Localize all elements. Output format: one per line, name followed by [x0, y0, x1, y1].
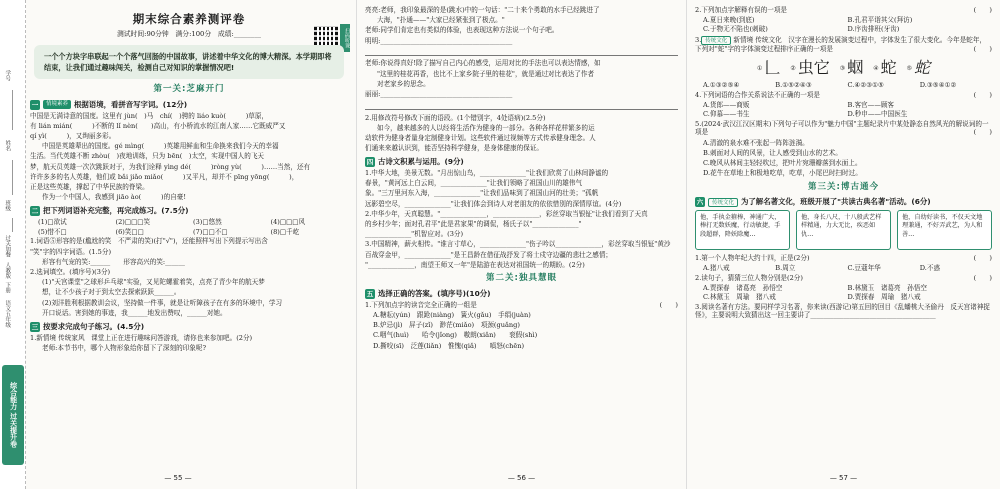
option[interactable]: A.夏日来晚(到底) [703, 16, 755, 25]
question-number: 五 [366, 289, 374, 298]
question-text: 古诗文积累与运用。(9分) [378, 157, 464, 167]
option[interactable]: C.④②③①⑤ [847, 81, 884, 90]
question-number: 四 [366, 157, 374, 166]
glyph: 𧉫 [847, 58, 864, 78]
brand-badge: 综合能力 过关提升卷 [2, 365, 24, 465]
question-heading [695, 197, 992, 207]
text-line: 生活。当代英雄不断 zhòu( )夜地训练，只为 bēn( )太空，实现中国人的飞天 [30, 152, 265, 161]
option-list [703, 16, 992, 33]
text-line[interactable]: 形容有气宠的笑:______ 形容高兴的笑:______ [42, 257, 185, 266]
answer-paren[interactable]: ( ) [973, 91, 992, 100]
strip-label: 下册 [4, 282, 11, 293]
strip-label: 学号 [4, 70, 11, 81]
word-blank[interactable]: (2)□□□笑 [115, 218, 151, 226]
word-blank[interactable]: (6)笑□□ [115, 227, 144, 236]
page-55 [0, 0, 356, 489]
question-text: 选择正确的答案。(填序号)(10分) [378, 288, 491, 298]
option[interactable]: B.①⑤②④③ [775, 81, 812, 90]
option[interactable]: C.咽气(huì) 哈令(jǐong) 嗷朗(xiǎn) 衮假(shì) [373, 331, 538, 340]
question-number: 三 [31, 322, 39, 331]
question-heading [30, 206, 348, 216]
answer-paren[interactable]: ( ) [973, 44, 992, 53]
page-number: — 57 — [829, 473, 858, 482]
text-line[interactable]: 想，让不少孩子对于到太空去探索跃跃______。 [42, 288, 181, 297]
text-line: 动软件为健身者量身定制健身计划。这些软件通过视频等方式传承健身理念。人 [365, 134, 596, 143]
text-line[interactable]: 1.中华大地，美景无数。"月出惊山鸟，______________"让我们欣赏了山林间静谧的 [365, 168, 609, 177]
option[interactable]: A.清澈的泉水难不张起一阵阵涟漪。 [703, 138, 809, 147]
character-card: 他，身长八尺，十八般武艺样样精通，力大无比，疾恶如仇… [796, 210, 891, 250]
test-meta: 测试时间:90分钟 满分:100分 成绩:________ [116, 30, 262, 39]
text-line: 许许多多的名人英雄，他们或 bǎi jiǎo miǎo( )又平凡，却并不 pīng yōng( )， [30, 172, 299, 181]
glyph: 蛇 [914, 58, 931, 78]
text-line: (2)刘洋胜利根据教训会议，坚持做一件事，就是让听障孩子在有多的环境中，学习 [42, 298, 283, 307]
strip-label: 人教版 [4, 262, 11, 279]
character-card: 他，手执金箍棒，神通广大，棒打无数妖魔，行动敏捷，手段超群，降妖除魔… [695, 210, 790, 250]
text-line: 作为一个中国人，我感到 jiāo ào( )的自豪! [42, 193, 187, 202]
text-line: 中国是无满诗意的国度。这里有 jùn( )马 chí( )骋的 liáo kuò( )草原， [30, 111, 269, 120]
option[interactable]: C.仰慕——书生 [703, 110, 750, 119]
text-line[interactable]: "______________，南望王师又一年"是陆游在表达对祖国统一的期盼。(2分) [365, 260, 585, 269]
question-tag: 情境素养 [43, 100, 71, 109]
option-list [703, 139, 992, 178]
option[interactable]: B.刺面对人间的风景，让人感受到山水的艺术。 [703, 148, 842, 157]
text-line[interactable]: 2.中华少年，天真聪慧。"______________，______________，彩丝穿取当银钲"让我们看到了天真 [365, 209, 648, 218]
question-heading [365, 289, 678, 299]
option-list [703, 284, 992, 301]
question-tag: 传统文化 [708, 198, 738, 207]
section-title: 第二关:独具慧眼 [486, 273, 557, 284]
answer-blank[interactable] [365, 47, 678, 56]
word-blank[interactable]: (8)□千屹 [270, 227, 300, 236]
strip-label: 过关加餐 [4, 235, 11, 257]
option[interactable]: A.糖耘(yún) 跟跄(niàng) 簧火(gǎu) 手绢(juàn) [373, 310, 531, 319]
text-line: 4.下列词语的合作关系说法不正确的一项是 ( ) [695, 91, 992, 100]
option[interactable]: D.撕咬(sī) 泛莲(liǎn) 惟愧(qiǎ) 嗔怒(chēn) [373, 341, 525, 350]
text-line[interactable]: 象。"三万里河东入海，______________"让我们品味到了祖国山河的壮美；"孤帆 [365, 189, 599, 198]
option[interactable]: D.③⑤④①② [919, 81, 957, 90]
option[interactable]: C.晚风从林间主轻轻吹过，把叶片宛珊瓣落到水面上。 [703, 159, 862, 168]
page-title: 期末综合素养测评卷 [132, 12, 246, 26]
word-row [38, 218, 348, 227]
section-title: 第一关:芝麻开门 [153, 84, 225, 95]
word-blank[interactable]: (7)□□不□ [193, 227, 228, 236]
glyph: 虫它 [797, 58, 830, 78]
word-blank[interactable]: (3)□悠然 [193, 218, 222, 226]
text-line: 亮亮:老师，我印象最深的是(跳水)中的一句话："二十来个勇敢的水手已经跳进了 [365, 6, 600, 14]
text-line[interactable]: 开口说话。害到她的事迹，我______地发出赞叹，______对她。 [42, 308, 227, 317]
text-line: 3. 传统文化 新情境 传统文化 汉字在漫长的发展演变过程中，字体发生了很大变化。今年是蛇年，下列对"蛇"字的字体演变过程排序正确的一项是 ( ) [695, 35, 992, 53]
question-heading [30, 322, 348, 332]
option[interactable]: A.贾探春 诸葛亮 孙悟空 [703, 284, 783, 293]
text-line: 5.(2024·武汉江汉区期末)下列句子可以作为"魅力中国"主题纪录片中某处静态自然风光的解说词的一项是 ( ) [695, 119, 992, 137]
text-line: 1.新情境 传统家风 课堂上正在进行趣味问答游戏，请你也来参加吧。(2分) [30, 333, 253, 342]
option[interactable]: D.贾探春 周瑜 猪八戒 [847, 292, 921, 301]
text-line: (1)"天宫课堂"之球形乒乓球"实验，又见陀螺霍着笑，点亮了青少年的航天梦 [42, 278, 265, 287]
word-blank[interactable]: (4)□□□风 [270, 218, 306, 226]
character-cards [695, 210, 992, 250]
option[interactable]: B.周立 [775, 264, 796, 273]
text-line: 们通来来越认识到，能否坚持科学健身，是身体健康的保证。 [365, 144, 544, 153]
text-line: 如今，越来越多的人以经将生活作为健身的一部分。各种各样花样繁多的运 [377, 123, 595, 132]
text-line: 1.第一个人物年纪大约十四，正是(2分) ( ) [695, 254, 992, 263]
binding-strip [0, 0, 26, 489]
word-row [38, 228, 348, 237]
text-line: 梦，航天员英雄一次次跳跃对于，为我们诠释 yìng dé( )ròng yù( )……当然，还有 [30, 162, 311, 171]
question-heading [365, 157, 678, 167]
option-list [703, 101, 992, 118]
intro-banner: 一个个方块字串联起一个个落气回肠的中国故事，讲述着中华文化的博大精深。本学期即将结束，让我们通过趣味闯关，检测自己对知识的掌握情况吧! [34, 45, 344, 79]
option[interactable]: A.猪八戒 [703, 264, 730, 273]
text-line: 大海，"扑通——"大家已经紧张到了极点。" [377, 16, 505, 25]
text-line: "笑"字的四字词语。(1.5分) [30, 247, 112, 256]
option[interactable]: C.豆蔻年华 [847, 264, 881, 273]
text-line[interactable]: 3.中国精神，薪火相传。"谁言寸草心，______________"伤子吟以______________，彩丝穿取当银钲"黄沙 [365, 240, 671, 249]
character-card: 他，自幼好读书，不仅天文地理兼通，不好弄武艺，为人和善… [897, 210, 992, 250]
option[interactable]: B.孔君平诣其父(拜访) [847, 16, 913, 25]
text-line[interactable]: 春景，"黄河远上白云间，______________"让我们领略了祖国山川的雄伟气 [365, 179, 583, 188]
glyph: 𠃊 [764, 58, 781, 78]
answer-blank[interactable] [365, 101, 678, 110]
answer-line[interactable]: 明明:________________________________________ [365, 36, 513, 45]
strip-label: 语文五年级 [4, 300, 11, 328]
text-line: "这里的桂花再香，也比不上家乡院子里的桂花"，就是通过对比表达了作者 [377, 69, 595, 78]
text-line[interactable]: 百战穿金甲，______________"是王昌龄在借征战抒发了将士戍守边疆的悲壮之感情； [365, 250, 613, 259]
text-line: 正是这些英雄，撑起了中华民族的脊梁。 [30, 183, 149, 192]
option[interactable]: C.林黛玉 周瑜 猪八戒 [703, 292, 776, 301]
answer-paren[interactable]: ( ) [973, 254, 992, 263]
question-text: 把下列词语补充完整，再完成练习。(7.5分) [43, 206, 189, 216]
question-tag: 传统文化 [701, 36, 731, 45]
text-line: 有 lián mián( )不断的 lǐ nèn( )高山，有小桥流水的江南人家……它既威严又 [30, 121, 286, 130]
text-line[interactable]: 的乡村少年；面对孔君平"此是君家果"的调侃，杨氏子以"______________" [365, 219, 582, 228]
option[interactable]: B.炉忌(jì) 屏子(zǐ) 渺茫(miǎo) 项颈(guǎng) [373, 321, 520, 330]
option[interactable]: D.序齿排班(牙齿) [847, 24, 900, 33]
text-line: 2.选词填空。(填序号)(3分) [30, 268, 111, 277]
option[interactable]: A.①③②⑤④ [703, 81, 740, 90]
text-line: 老师:同学们肯定也有类似的体验，也表现这种方法说一个句子吧。 [365, 26, 559, 35]
option-list [703, 81, 992, 90]
word-blank[interactable]: (1)□欲试 [38, 218, 67, 226]
answer-paren[interactable]: ( ) [973, 274, 992, 283]
strip-label: 班级 [4, 200, 11, 211]
option-list [373, 311, 678, 350]
text-line[interactable]: 远影碧空尽，______________"让我们体会到诗人对老朋友的依依惜别的深情厚谊。(4分) [365, 199, 622, 208]
page-56 [356, 0, 686, 489]
question-text: 为了解名著文化，班级开展了"共读古典名著"活动。(6分) [741, 197, 931, 207]
word-blank[interactable]: (5)惜不□ [38, 227, 67, 236]
page-number: — 55 — [164, 473, 192, 482]
page-number: — 56 — [507, 473, 536, 482]
section-title: 第三关:博古通今 [808, 181, 879, 192]
text-line[interactable]: 3.阅读名著有方法。要同样学习名著，你来读(西游记)第五回的回目《乱蟠桃大圣偷丹 反天宫诸神捉怪》，主要说明大致猜出这一回主要讲了______________________________________ [695, 302, 990, 320]
option[interactable]: B.林黛玉 诸葛亮 孙悟空 [847, 284, 927, 293]
question-number: 六 [696, 198, 704, 207]
text-line: 老师:你说得真好!除了描写自己内心的感受，运用对比的手法也可以表达情感，如 [365, 59, 601, 68]
option[interactable]: D.秒申——中国医生 [847, 110, 908, 119]
question-heading [30, 100, 348, 110]
text-line: 中国是英雄辈出的国度。gé mìng( )英雄用鲜血和生命换来我们今天的幸福 [42, 142, 279, 151]
text-line: 1.词语⑤形容的是(尴尬的笑 不严肃的笑)(打"√")，还能照样写出下列提示写出含 [30, 237, 268, 246]
option[interactable]: C.于物无不陷也(刺破) [703, 24, 768, 33]
text-line: qí yì( )，又绚丽多彩。 [30, 132, 116, 141]
qr-tag: 扫码听课 [340, 24, 350, 52]
text-line: 老师:本节书中，哪个人物形象给你留下了深刻的印象呢? [42, 343, 207, 352]
answer-paren[interactable]: ( ) [973, 128, 992, 137]
option[interactable]: D.不惑 [919, 264, 941, 273]
text-line: 1.下列加点字的读音完全正确的一组是 ( ) [365, 300, 678, 309]
answer-line[interactable]: 丽丽:________________________________________ [365, 89, 513, 98]
strip-label: 姓名 [4, 140, 11, 151]
question-number: 一 [31, 100, 39, 109]
option-list [703, 264, 992, 273]
text-line: 2.下列加点字解释有误的一项是 ( ) [695, 6, 992, 14]
option[interactable]: D.花牛在草地上和极地吃草，吃草，小尾巴时扫时过。 [703, 169, 862, 178]
text-line: 对老家乡的思念。 [377, 79, 430, 88]
question-text: 按要求完成句子练习。(4.5分) [43, 321, 145, 331]
text-line[interactable]: ______________"机智应对。(3分) [365, 230, 464, 239]
question-number: 二 [31, 207, 39, 215]
option[interactable]: A.货郎——商贩 [703, 101, 750, 110]
answer-paren[interactable]: ( ) [659, 300, 678, 309]
question-text: 根据语境，看拼音写字词。(12分) [74, 99, 188, 109]
glyph: 蛇 [880, 58, 897, 78]
page-57 [686, 0, 1000, 489]
text-line: 2.用修改符号修改下面的语段。(1个错别字，4处语病)(2.5分) [365, 113, 546, 122]
answer-paren[interactable]: ( ) [973, 6, 992, 14]
glyph-evolution: ① 𠃊 ② 虫它 ③ 𧉫 ④ 蛇 ⑤ 蛇 [756, 58, 931, 78]
option[interactable]: B.客官——顾客 [847, 101, 895, 110]
text-line: 2.读句子，猜猜三位人物分别是(2分) ( ) [695, 274, 992, 283]
